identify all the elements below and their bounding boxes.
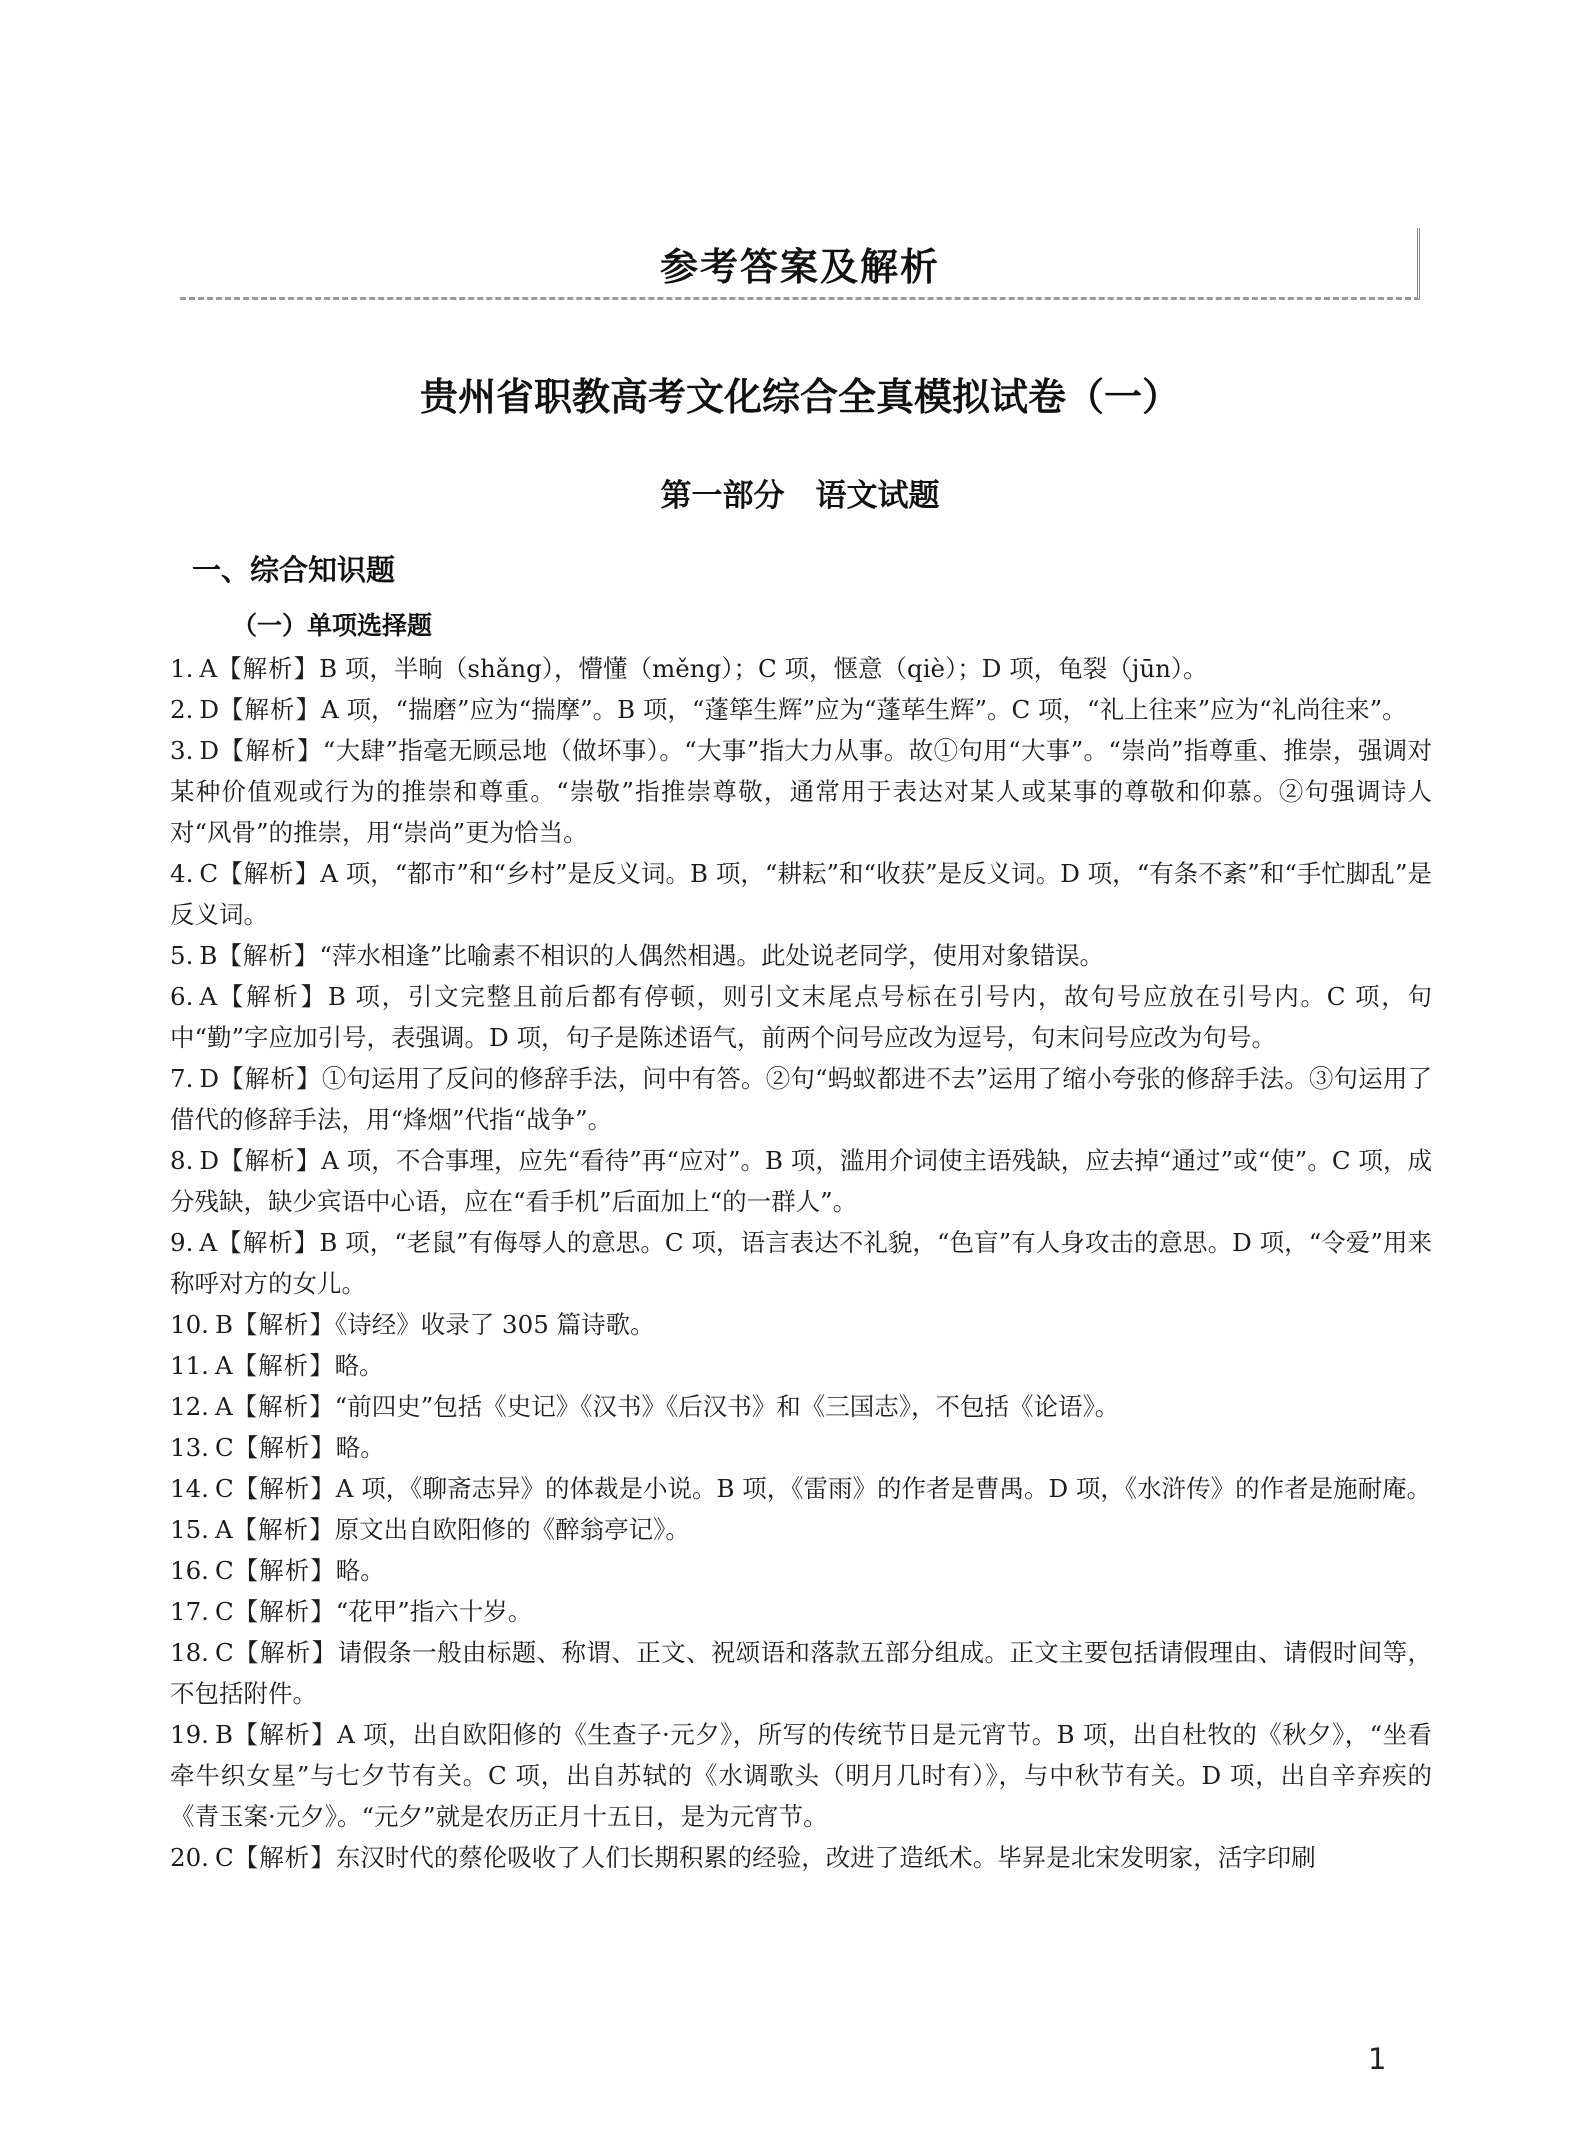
answer-choice: A bbox=[199, 1228, 218, 1257]
analysis-tag: 【解析】 bbox=[219, 1064, 322, 1093]
analysis-tag: 【解析】 bbox=[233, 1843, 336, 1872]
answer-choice: B bbox=[214, 1310, 233, 1339]
subsubsection-title: （一）单项选择题 bbox=[232, 611, 433, 640]
answer-choice: D bbox=[199, 695, 220, 724]
answer-item bbox=[170, 853, 1432, 935]
answer-number: 5. bbox=[170, 941, 194, 970]
answer-choice: A bbox=[214, 1515, 233, 1544]
answer-choice: C bbox=[214, 1556, 234, 1585]
answer-number: 2. bbox=[170, 695, 194, 724]
analysis-tag: 【解析】 bbox=[217, 982, 328, 1011]
answer-item bbox=[170, 935, 1432, 976]
answer-choice: B bbox=[214, 1720, 233, 1749]
answer-item bbox=[170, 1140, 1432, 1222]
answer-choice: C bbox=[214, 1843, 234, 1872]
answer-number: 11. bbox=[170, 1351, 209, 1380]
answer-choice: B bbox=[199, 941, 218, 970]
answer-item bbox=[170, 648, 1432, 689]
answer-item bbox=[170, 976, 1432, 1058]
answer-item bbox=[170, 1468, 1432, 1509]
answer-number: 13. bbox=[170, 1433, 209, 1462]
answer-choice: C bbox=[214, 1433, 234, 1462]
answer-choice: D bbox=[199, 1064, 220, 1093]
analysis-text: 原文出自欧阳修的《醉翁亭记》。 bbox=[334, 1515, 690, 1544]
answer-number: 20. bbox=[170, 1843, 209, 1872]
answer-item bbox=[170, 1222, 1432, 1304]
exam-title: 贵州省职教高考文化综合全真模拟试卷（一） bbox=[419, 375, 1180, 419]
answer-number: 6. bbox=[170, 982, 194, 1011]
analysis-tag: 【解析】 bbox=[233, 1433, 336, 1462]
answer-item bbox=[170, 1837, 1432, 1878]
analysis-text: “前四史”包括《史记》《汉书》《后汉书》和《三国志》，不包括《论语》。 bbox=[334, 1392, 1120, 1421]
answer-item bbox=[170, 1345, 1432, 1386]
analysis-tag: 【解析】 bbox=[218, 859, 321, 888]
answer-choice: C bbox=[214, 1474, 234, 1503]
subsection-title: 一、综合知识题 bbox=[192, 553, 396, 587]
answer-item bbox=[170, 1550, 1432, 1591]
analysis-tag: 【解析】 bbox=[232, 1720, 338, 1749]
answer-number: 10. bbox=[170, 1310, 209, 1339]
analysis-text: B 项，“老鼠”有侮辱人的意思。C 项，语言表达不礼貌，“色盲”有人身攻击的意思。D 项，“令爱”用来称呼对方的女儿。 bbox=[170, 1228, 1433, 1298]
analysis-text: A 项，“揣磨”应为“揣摩”。B 项，“蓬筚生辉”应为“蓬荜生辉”。C 项，“礼上往来”应为“礼尚往来”。 bbox=[321, 695, 1407, 724]
answer-choice: C bbox=[199, 859, 219, 888]
answer-number: 14. bbox=[170, 1474, 209, 1503]
answer-number: 16. bbox=[170, 1556, 209, 1585]
answer-number: 19. bbox=[170, 1720, 209, 1749]
answer-number: 7. bbox=[170, 1064, 194, 1093]
answer-choice: A bbox=[214, 1351, 233, 1380]
analysis-tag: 【解析】 bbox=[219, 1146, 322, 1175]
page-number: 1 bbox=[1368, 2042, 1387, 2076]
analysis-tag: 【解析】 bbox=[232, 1351, 335, 1380]
answer-item bbox=[170, 1714, 1432, 1837]
analysis-text: 略。 bbox=[335, 1556, 385, 1585]
analysis-tag: 【解析】 bbox=[233, 1474, 336, 1503]
answer-number: 9. bbox=[170, 1228, 194, 1257]
analysis-text: A 项，“都市”和“乡村”是反义词。B 项，“耕耘”和“收获”是反义词。D 项，“有条不紊”和“手忙脚乱”是反义词。 bbox=[170, 859, 1432, 929]
answer-number: 12. bbox=[170, 1392, 209, 1421]
analysis-tag: 【解析】 bbox=[232, 1310, 335, 1339]
analysis-tag: 【解析】 bbox=[232, 1392, 335, 1421]
answer-choice: D bbox=[199, 736, 220, 765]
answer-item bbox=[170, 1304, 1432, 1345]
answer-item bbox=[170, 1591, 1432, 1632]
analysis-text: ①句运用了反问的修辞手法，问中有答。②句“蚂蚁都进不去”运用了缩小夸张的修辞手法。③句运用了借代的修辞手法，用“烽烟”代指“战争”。 bbox=[170, 1064, 1433, 1134]
answer-item bbox=[170, 689, 1432, 730]
answer-choice: A bbox=[199, 654, 218, 683]
analysis-tag: 【解析】 bbox=[233, 1638, 338, 1667]
analysis-text: 略。 bbox=[334, 1351, 384, 1380]
answer-number: 8. bbox=[170, 1146, 194, 1175]
answer-item bbox=[170, 1058, 1432, 1140]
answer-number: 18. bbox=[170, 1638, 209, 1667]
analysis-text: B 项，半晌（shǎng），懵懂（měng）；C 项，惬意（qiè）；D 项，龟裂（jūn）。 bbox=[319, 654, 1208, 683]
answer-list bbox=[170, 648, 1432, 1878]
analysis-text: A 项，不合事理，应先“看待”再“应对”。B 项，滥用介词使主语残缺，应去掉“通过”或“使”。C 项，成分残缺，缺少宾语中心语，应在“看手机”后面加上“的一群人”。 bbox=[170, 1146, 1432, 1216]
answer-item bbox=[170, 1632, 1432, 1714]
answer-number: 15. bbox=[170, 1515, 209, 1544]
analysis-text: 略。 bbox=[335, 1433, 385, 1462]
analysis-text: B 项，引文完整且前后都有停顿，则引文末尾点号标在引号内，故句号应放在引号内。C 项，句中“勤”字应加引号，表强调。D 项，句子是陈述语气，前两个问号应改为逗号，句末问号应改为句号。 bbox=[170, 982, 1433, 1052]
answer-number: 1. bbox=[170, 654, 194, 683]
answer-number: 17. bbox=[170, 1597, 209, 1626]
analysis-text: 请假条一般由标题、称谓、正文、祝颂语和落款五部分组成。正文主要包括请假理由、请假时间等，不包括附件。 bbox=[170, 1638, 1432, 1708]
analysis-tag: 【解析】 bbox=[233, 1597, 336, 1626]
answer-choice: C bbox=[214, 1597, 234, 1626]
analysis-text: A 项，《聊斋志异》的体裁是小说。B 项，《雷雨》的作者是曹禺。D 项，《水浒传》的作者是施耐庵。 bbox=[335, 1474, 1432, 1503]
analysis-tag: 【解析】 bbox=[219, 695, 322, 724]
analysis-text: “花甲”指六十岁。 bbox=[335, 1597, 533, 1626]
section-heading: 参考答案及解析 bbox=[659, 245, 940, 289]
analysis-tag: 【解析】 bbox=[219, 736, 323, 765]
analysis-text: 《诗经》收录了 305 篇诗歌。 bbox=[334, 1310, 655, 1339]
answer-item bbox=[170, 1386, 1432, 1427]
analysis-tag: 【解析】 bbox=[217, 654, 320, 683]
answer-number: 3. bbox=[170, 736, 194, 765]
analysis-tag: 【解析】 bbox=[232, 1515, 335, 1544]
answer-choice: A bbox=[199, 982, 218, 1011]
answer-number: 4. bbox=[170, 859, 194, 888]
analysis-tag: 【解析】 bbox=[217, 1228, 320, 1257]
analysis-text: “萍水相逢”比喻素不相识的人偶然相遇。此处说老同学，使用对象错误。 bbox=[319, 941, 1104, 970]
answer-choice: A bbox=[214, 1392, 233, 1421]
answer-item bbox=[170, 1509, 1432, 1550]
answer-choice: C bbox=[214, 1638, 234, 1667]
analysis-text: “大肆”指毫无顾忌地（做坏事）。“大事”指大力从事。故①句用“大事”。“崇尚”指尊重、推崇，强调对某种价值观或行为的推崇和尊重。“崇敬”指推崇尊敬，通常用于表达对某人或某事的尊敬和仰慕。②句强调诗人对“风骨”的推崇，用“崇尚”更为恰当。 bbox=[170, 736, 1432, 847]
analysis-text: A 项，出自欧阳修的《生查子·元夕》，所写的传统节日是元宵节。B 项，出自杜牧的《秋夕》，“坐看牵牛织女星”与七夕节有关。C 项，出自苏轼的《水调歌头（明月几时有）》，与中秋节有关。D 项，出自辛弃疾的《青玉案·元夕》。“元夕”就是农历正月十五日，是为元宵节。 bbox=[170, 1720, 1432, 1831]
analysis-tag: 【解析】 bbox=[217, 941, 320, 970]
answer-item bbox=[170, 1427, 1432, 1468]
answer-choice: D bbox=[199, 1146, 220, 1175]
analysis-tag: 【解析】 bbox=[233, 1556, 336, 1585]
analysis-text: 东汉时代的蔡伦吸收了人们长期积累的经验，改进了造纸术。毕昇是北宋发明家，活字印刷 bbox=[335, 1843, 1316, 1872]
answer-item bbox=[170, 730, 1432, 853]
part-title: 第一部分 语文试题 bbox=[660, 478, 940, 514]
